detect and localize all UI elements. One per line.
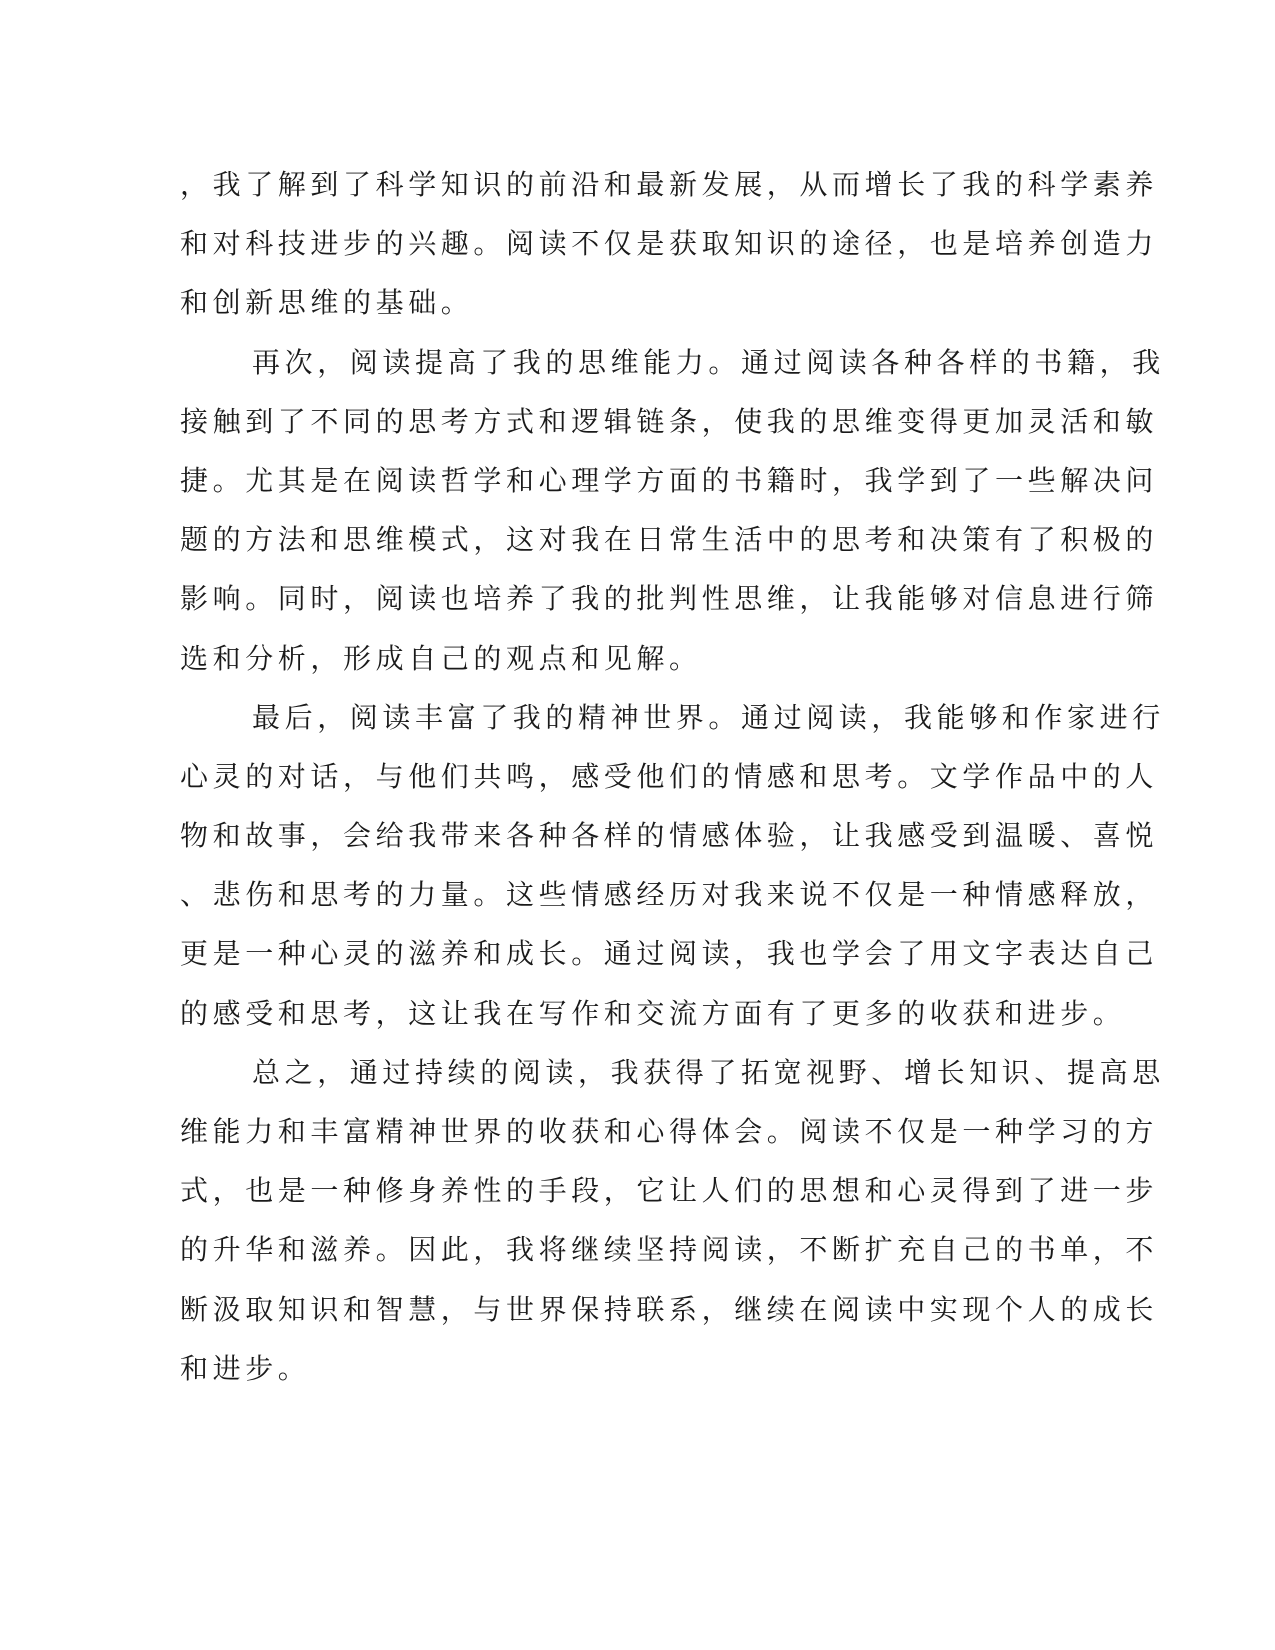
- text-line: 更是一种心灵的滋养和成长。通过阅读，我也学会了用文字表达自己: [180, 937, 1159, 971]
- text-line: 题的方法和思维模式，这对我在日常生活中的思考和决策有了积极的: [180, 523, 1159, 557]
- text-line: 影响。同时，阅读也培养了我的批判性思维，让我能够对信息进行筛: [180, 582, 1159, 616]
- paragraph-start-line: 最后，阅读丰富了我的精神世界。通过阅读，我能够和作家进行: [252, 700, 1165, 734]
- paragraph-start-line: 再次，阅读提高了我的思维能力。通过阅读各种各样的书籍，我: [252, 345, 1165, 379]
- text-line: 和进步。: [180, 1351, 311, 1385]
- body-text: [180, 155, 1165, 1398]
- text-line: 和对科技进步的兴趣。阅读不仅是获取知识的途径，也是培养创造力: [180, 227, 1159, 261]
- text-line: 的感受和思考，这让我在写作和交流方面有了更多的收获和进步。: [180, 996, 1126, 1030]
- text-line: 物和故事，会给我带来各种各样的情感体验，让我感受到温暖、喜悦: [180, 819, 1159, 853]
- text-line: 选和分析，形成自己的观点和见解。: [180, 641, 702, 675]
- text-line: 、悲伤和思考的力量。这些情感经历对我来说不仅是一种情感释放，: [180, 878, 1159, 912]
- text-line: 的升华和滋养。因此，我将继续坚持阅读，不断扩充自己的书单，不: [180, 1233, 1159, 1267]
- text-line: ，我了解到了科学知识的前沿和最新发展，从而增长了我的科学素养: [180, 168, 1159, 201]
- text-line: 和创新思维的基础。: [180, 286, 474, 320]
- text-line: 断汲取知识和智慧，与世界保持联系，继续在阅读中实现个人的成长: [180, 1292, 1159, 1326]
- paragraph-start-line: 总之，通过持续的阅读，我获得了拓宽视野、增长知识、提高思: [252, 1055, 1165, 1089]
- text-line: 心灵的对话，与他们共鸣，感受他们的情感和思考。文学作品中的人: [180, 759, 1159, 793]
- text-line: 式，也是一种修身养性的手段，它让人们的思想和心灵得到了进一步: [180, 1174, 1159, 1208]
- text-line: 接触到了不同的思考方式和逻辑链条，使我的思维变得更加灵活和敏: [180, 404, 1159, 438]
- text-line: 捷。尤其是在阅读哲学和心理学方面的书籍时，我学到了一些解决问: [180, 463, 1159, 497]
- text-line: 维能力和丰富精神世界的收获和心得体会。阅读不仅是一种学习的方: [180, 1115, 1159, 1148]
